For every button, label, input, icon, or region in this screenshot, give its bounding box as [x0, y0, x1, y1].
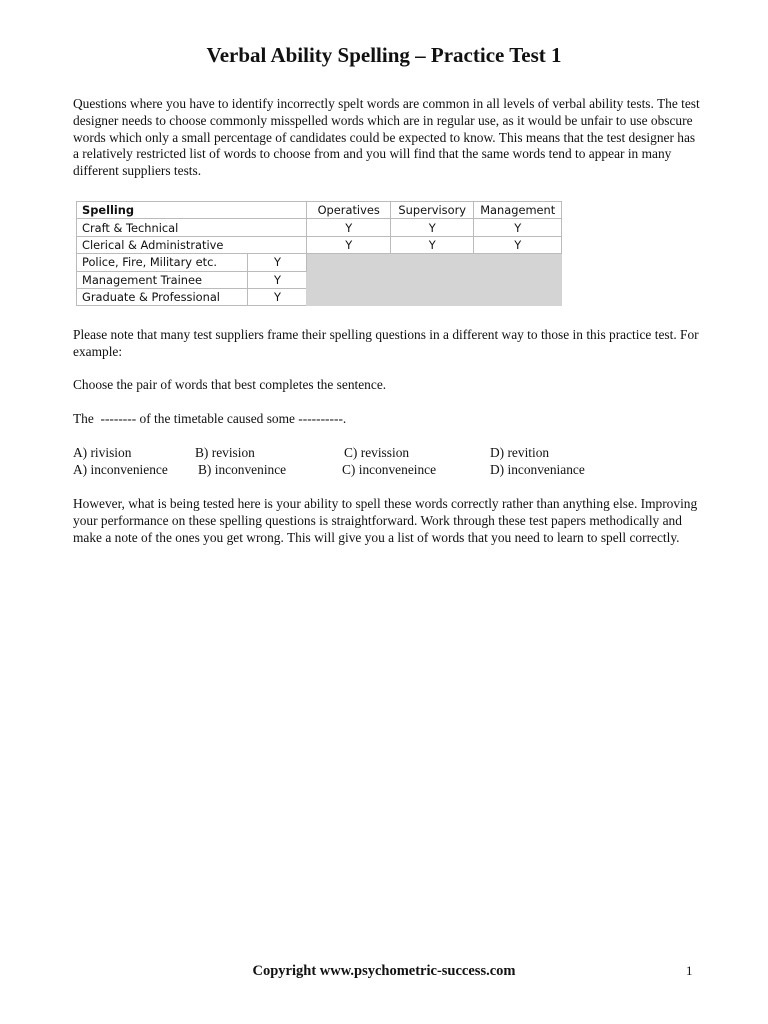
question-sentence: The -------- of the timetable caused some ----------.	[73, 411, 347, 426]
table-cell: Y	[307, 219, 391, 236]
table-row	[77, 236, 562, 253]
table-cell: Clerical & Administrative	[77, 236, 307, 253]
table-cell	[77, 271, 307, 288]
spelling-level-table	[76, 201, 562, 306]
copyright-footer: Copyright www.psychometric-success.com	[252, 963, 516, 979]
table-header-row	[77, 202, 562, 219]
option-d-second: D) inconveniance	[490, 462, 585, 477]
table-header-cell: Operatives	[307, 202, 391, 219]
table-cell: Y	[390, 236, 474, 253]
table-cell-value: Y	[273, 255, 281, 270]
table-cell: Y	[307, 236, 391, 253]
option-a-second: A) inconvenience	[73, 462, 168, 477]
option-c-first: C) revission	[344, 445, 410, 460]
table-cell-label: Police, Fire, Military etc.	[77, 254, 248, 270]
table-row	[77, 219, 562, 236]
table-cell: Y	[390, 219, 474, 236]
table-cell-label: Management Trainee	[77, 272, 248, 288]
option-b-second: B) inconvenince	[198, 462, 287, 477]
question-prompt: Choose the pair of words that best completes the sentence.	[73, 377, 387, 392]
table-cell-label: Graduate & Professional	[77, 289, 248, 305]
note-paragraph: Please note that many test suppliers frame their spelling questions in a different way to those in this practice test. For example:	[73, 327, 699, 359]
table-row	[77, 254, 562, 271]
option-c-second: C) inconveneince	[342, 462, 437, 477]
table-cell: Craft & Technical	[77, 219, 307, 236]
table-cell-value: Y	[273, 272, 281, 287]
table-cell	[77, 288, 307, 305]
table-cell-value: Y	[273, 290, 281, 305]
intro-paragraph: Questions where you have to identify incorrectly spelt words are common in all levels of verbal ability tests. The test designer needs to choose commonly misspelled words which are in regular use, as it would be unfair to use obscure words which only a small percentage of candidates could be expected to know. This means that the test designer has a relatively restricted list of words to choose from and you will find that the same words tend to appear in many different suppliers tests.	[73, 96, 700, 179]
table-cell: Y	[474, 219, 562, 236]
page-title: Verbal Ability Spelling – Practice Test 1	[206, 43, 562, 67]
table-header-cell: Spelling	[77, 202, 307, 219]
table-header-cell: Supervisory	[390, 202, 474, 219]
table-header-cell: Management	[474, 202, 562, 219]
option-b-first: B) revision	[195, 445, 255, 460]
page-number: 1	[686, 963, 693, 978]
table-cell: Y	[474, 236, 562, 253]
option-a-first: A) rivision	[73, 445, 132, 460]
table-cell	[77, 254, 307, 271]
option-d-first: D) revition	[490, 445, 550, 460]
grey-filler	[307, 254, 562, 306]
closing-paragraph: However, what is being tested here is your ability to spell these words correctly rather than anything else. Improving your performance on these spelling questions is straightforward. Work through these test papers methodically and make a note of the ones you get wrong. This will give you a list of words that you need to learn to spell correctly.	[73, 496, 698, 545]
